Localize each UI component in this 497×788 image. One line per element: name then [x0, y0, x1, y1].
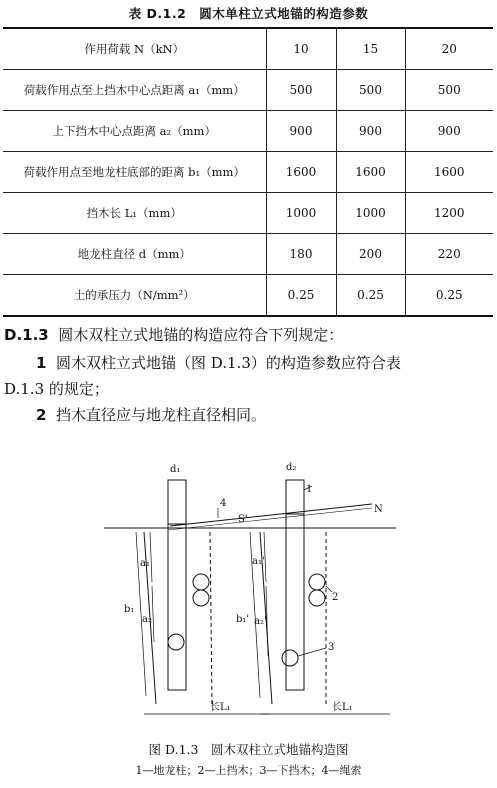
- label-d1: d₁: [170, 464, 181, 475]
- label-b1: b₁: [124, 604, 135, 615]
- table-row: [3, 275, 493, 317]
- row-label: 荷载作用点至地龙柱底部的距离 b₁（mm）: [3, 152, 266, 193]
- parameter-table: [3, 27, 493, 317]
- table-row: [3, 111, 493, 152]
- table-cell: 220: [405, 234, 493, 275]
- item-2-text: 挡木直径应与地龙柱直径相同。: [55, 406, 266, 424]
- figure-caption: 图 D.1.3 圆木双柱立式地锚构造图: [148, 742, 349, 757]
- label-3: 3: [328, 642, 335, 653]
- section-heading-text: 圆木双柱立式地锚的构造应符合下列规定：: [58, 326, 344, 344]
- dimension-a1: [150, 532, 152, 582]
- table-cell: 900: [405, 111, 493, 152]
- item-2: [36, 404, 497, 426]
- table-cell: 20: [405, 28, 493, 70]
- table-cell: 10: [266, 28, 336, 70]
- table-cell: 1000: [336, 193, 405, 234]
- row-label: 土的承压力（N/mm²）: [3, 275, 266, 317]
- lower-log: [282, 650, 298, 666]
- row-label: 上下挡木中心点距离 a₂（mm）: [3, 111, 266, 152]
- upper-log: [309, 590, 325, 606]
- pit-wall: [210, 532, 212, 704]
- label-b1p: b₁': [236, 614, 250, 625]
- lower-log: [168, 634, 184, 650]
- upper-log: [309, 574, 325, 590]
- label-2: 2: [332, 592, 339, 603]
- table-cell: 1600: [336, 152, 405, 193]
- label-length-1: 长L₁: [210, 702, 231, 713]
- label-s: S': [238, 514, 248, 525]
- label-a1: a₁: [140, 558, 150, 569]
- table-cell: 900: [266, 111, 336, 152]
- rope-line: [170, 504, 372, 526]
- table-row: [3, 234, 493, 275]
- dimension-a2: [152, 586, 154, 642]
- table-cell: 900: [336, 111, 405, 152]
- row-label: 荷载作用点至上挡木中心点距离 a₁（mm）: [3, 70, 266, 111]
- table-cell: 0.25: [336, 275, 405, 317]
- section-heading: [4, 324, 494, 346]
- table-title: 表 D.1.2 圆木单柱立式地锚的构造参数: [128, 6, 369, 21]
- table-cell: 1000: [266, 193, 336, 234]
- upper-log: [193, 574, 209, 590]
- table-cell: 1600: [266, 152, 336, 193]
- row-label: 作用荷载 N（kN）: [3, 28, 266, 70]
- section-number: D.1.3: [4, 326, 49, 344]
- row-label: 地龙柱直径 d（mm）: [3, 234, 266, 275]
- rope-line-lower: [168, 508, 372, 530]
- item-1-line-1: [36, 352, 497, 374]
- table-cell: 500: [266, 70, 336, 111]
- table-cell: 500: [336, 70, 405, 111]
- table-cell: 180: [266, 234, 336, 275]
- table-row: [3, 152, 493, 193]
- row-label: 挡木长 L₁（mm）: [3, 193, 266, 234]
- item-2-number: 2: [36, 406, 47, 424]
- label-a1p: a₁': [252, 556, 265, 567]
- post-1: [168, 480, 186, 690]
- label-a2: a₂: [142, 614, 152, 625]
- label-n: N: [374, 504, 383, 515]
- label-d2: d₂: [286, 462, 297, 473]
- table-cell: 15: [336, 28, 405, 70]
- item-1-text: 圆木双柱立式地锚（图 D.1.3）的构造参数应符合表: [55, 354, 401, 372]
- table-row: [3, 193, 493, 234]
- label-4: 4: [220, 498, 227, 509]
- leader-3: [298, 648, 326, 656]
- upper-log: [193, 590, 209, 606]
- label-1: 1: [306, 484, 313, 495]
- item-1-number: 1: [36, 354, 47, 372]
- label-length-2: 长L₁: [332, 702, 353, 713]
- table-cell: 0.25: [266, 275, 336, 317]
- table-cell: 1600: [405, 152, 493, 193]
- label-a2p: a₂': [254, 616, 267, 627]
- anchor-diagram: [100, 452, 400, 732]
- item-1-line-2: D.1.3 的规定；: [4, 380, 109, 398]
- table-cell: 500: [405, 70, 493, 111]
- table-row: [3, 70, 493, 111]
- table-row: [3, 28, 493, 70]
- figure-legend: 1—地龙柱；2—上挡木；3—下挡木；4—绳索: [135, 764, 362, 777]
- table-cell: 200: [336, 234, 405, 275]
- table-cell: 1200: [405, 193, 493, 234]
- table-cell: 0.25: [405, 275, 493, 317]
